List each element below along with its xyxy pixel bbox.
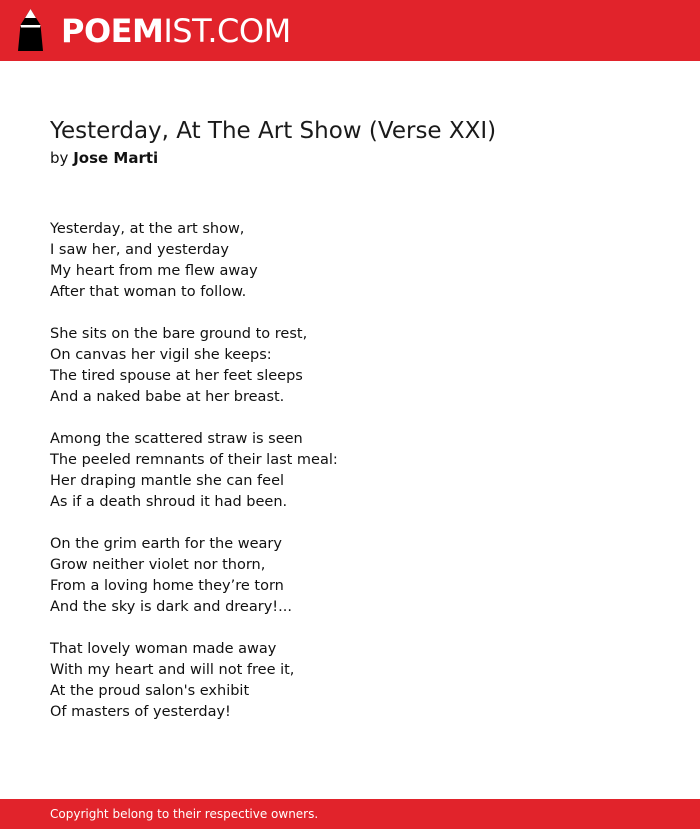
poem-line: Grow neither violet nor thorn,: [50, 557, 266, 573]
poem-line: The peeled remnants of their last meal:: [50, 452, 338, 468]
stanza: [50, 429, 650, 513]
poem-line: With my heart and will not free it,: [50, 662, 295, 678]
poem-author: Jose Marti: [73, 149, 159, 167]
poem-line: And a naked babe at her breast.: [50, 389, 285, 405]
poem-line: On the grim earth for the weary: [50, 536, 282, 552]
poem-line: At the proud salon's exhibit: [50, 683, 250, 699]
logo-brand-light: IST.COM: [163, 12, 291, 50]
site-header: [0, 0, 700, 61]
poem-line: Yesterday, at the art show,: [50, 221, 245, 237]
poem-byline: [50, 148, 158, 168]
stanza: [50, 324, 650, 408]
logo-brand-strong: POEM: [61, 12, 164, 50]
stanza: [50, 639, 650, 723]
poem-line: The tired spouse at her feet sleeps: [50, 368, 303, 384]
poem-line: Her draping mantle she can feel: [50, 473, 285, 489]
poem-line: Among the scattered straw is seen: [50, 431, 303, 447]
poem-title: Yesterday, At The Art Show (Verse XXI): [50, 118, 497, 144]
site-logo-text: [61, 12, 291, 50]
poem-line: From a loving home they’re torn: [50, 578, 284, 594]
poem-line: Of masters of yesterday!: [50, 704, 231, 720]
poem-line: As if a death shroud it had been.: [50, 494, 288, 510]
poem-line: I saw her, and yesterday: [50, 242, 230, 258]
poem-body: [50, 219, 650, 744]
poem-line: After that woman to follow.: [50, 284, 247, 300]
poem-line: That lovely woman made away: [50, 641, 277, 657]
poem-line: On canvas her vigil she keeps:: [50, 347, 272, 363]
poem-line: And the sky is dark and dreary!...: [50, 599, 292, 615]
by-label: by: [50, 149, 69, 167]
site-footer: [0, 799, 700, 829]
stanza: [50, 534, 650, 618]
stanza: [50, 219, 650, 303]
poem-line: My heart from me flew away: [50, 263, 258, 279]
pencil-icon: [18, 9, 43, 51]
copyright-text: Copyright belong to their respective owners.: [50, 807, 319, 821]
poem-line: She sits on the bare ground to rest,: [50, 326, 308, 342]
